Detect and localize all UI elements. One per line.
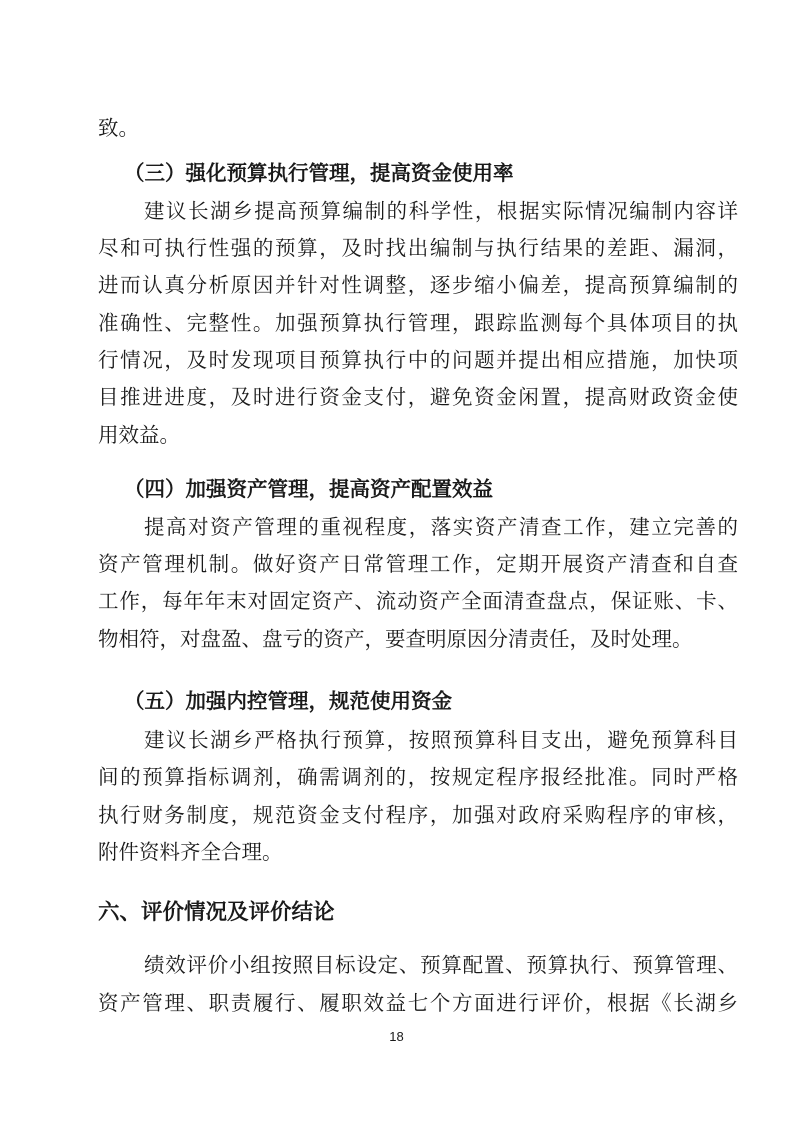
- paragraph-line: 提高对资产管理的重视程度，落实资产清查工作，建立完善的: [144, 515, 738, 539]
- paragraph-line: 建议长湖乡提高预算编制的科学性，根据实际情况编制内容详: [144, 199, 738, 223]
- section-heading-3: （三）强化预算执行管理，提高资金使用率: [124, 161, 514, 185]
- paragraph-line: 物相符，对盘盈、盘亏的资产，要查明原因分清责任，及时处理。: [98, 627, 693, 651]
- section-heading-5: （五）加强内控管理，规范使用资金: [124, 689, 452, 713]
- paragraph-line: 尽和可执行性强的预算，及时找出编制与执行结果的差距、漏洞，: [98, 236, 738, 260]
- paragraph-line: 绩效评价小组按照目标设定、预算配置、预算执行、预算管理、: [144, 953, 738, 977]
- paragraph-line: 建议长湖乡严格执行预算，按照预算科目支出，避免预算科目: [144, 728, 738, 752]
- paragraph-line: 目推进进度，及时进行资金支付，避免资金闲置，提高财政资金使: [98, 385, 738, 409]
- paragraph-line: 准确性、完整性。加强预算执行管理，跟踪监测每个具体项目的执: [98, 311, 738, 335]
- paragraph-line: 行情况，及时发现项目预算执行中的问题并提出相应措施，加快项: [98, 348, 738, 372]
- paragraph-line: 进而认真分析原因并针对性调整，逐步缩小偏差，提高预算编制的: [98, 273, 738, 297]
- paragraph-line: 附件资料齐全合理。: [98, 840, 283, 864]
- paragraph-line: 资产管理、职责履行、履职效益七个方面进行评价，根据《长湖乡: [98, 991, 738, 1015]
- section-heading-4: （四）加强资产管理，提高资产配置效益: [124, 477, 493, 501]
- continuation-text: 致。: [98, 116, 139, 140]
- page-number: 18: [389, 1029, 404, 1044]
- paragraph-line: 资产管理机制。做好资产日常管理工作，定期开展资产清查和自查: [98, 552, 738, 576]
- paragraph-line: 执行财务制度，规范资金支付程序，加强对政府采购程序的审核，: [98, 803, 738, 827]
- paragraph-line: 间的预算指标调剂，确需调剂的，按规定程序报经批准。同时严格: [98, 765, 738, 789]
- paragraph-line: 用效益。: [98, 423, 180, 447]
- section-heading-6: 六、评价情况及评价结论: [98, 900, 335, 925]
- paragraph-line: 工作，每年年末对固定资产、流动资产全面清查盘点，保证账、卡、: [98, 589, 738, 613]
